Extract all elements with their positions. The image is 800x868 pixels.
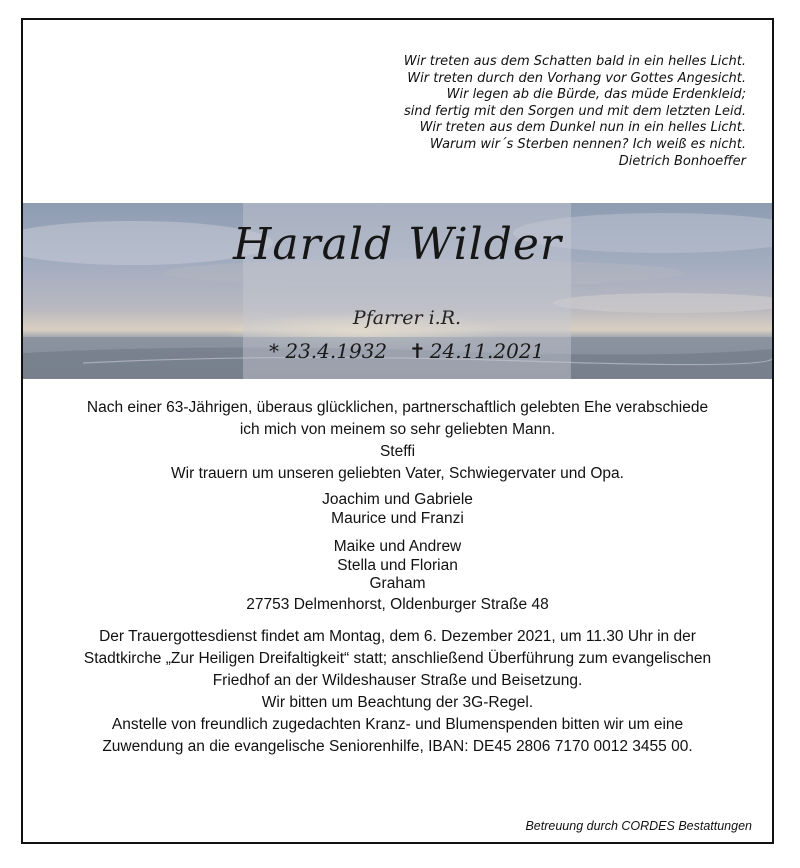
widow-text-line: ich mich von meinem so sehr geliebten Mann. xyxy=(239,421,556,438)
family-member: Maurice und Franzi xyxy=(331,509,464,527)
poem-author: Dietrich Bonhoeffer xyxy=(618,153,746,169)
donation-line: Zuwendung an die evangelische Seniorenhilfe, IBAN: DE45 2806 7170 0012 3455 00. xyxy=(102,737,693,755)
funeral-home-credit: Betreuung durch CORDES Bestattungen xyxy=(525,819,752,833)
widow-name: Steffi xyxy=(379,443,416,460)
death-date: 24.11.2021 xyxy=(429,339,545,363)
donation-info xyxy=(23,714,772,758)
deceased-name: Harald Wilder xyxy=(233,219,562,270)
service-line: Stadtkirche „Zur Heiligen Dreifaltigkeit“ statt; anschließend Überführung zum evangelischen xyxy=(83,649,712,667)
obituary-frame xyxy=(21,18,774,844)
widow-text-line: Nach einer 63-Jährigen, überaus glücklichen, partnerschaftlich gelebten Ehe verabschiede xyxy=(86,399,709,416)
family-group-2 xyxy=(23,538,772,594)
cross-icon: ✝ xyxy=(409,339,426,363)
family-member: Joachim und Gabriele xyxy=(322,491,473,508)
family-group-1 xyxy=(23,491,772,528)
family-member: Stella und Florian xyxy=(337,556,458,574)
notice-body xyxy=(23,397,772,758)
deceased-title: Pfarrer i.R. xyxy=(352,307,462,329)
poem-line: Wir treten aus dem Dunkel nun in ein helles Licht. xyxy=(419,120,746,136)
service-info xyxy=(23,626,772,692)
family-member: Maike und Andrew xyxy=(333,538,462,555)
sunset-banner xyxy=(23,203,772,379)
poem-line: Wir treten durch den Vorhang vor Gottes Angesicht. xyxy=(407,70,746,86)
poem-line: Wir legen ab die Bürde, das müde Erdenkleid; xyxy=(446,87,746,103)
poem-line: sind fertig mit den Sorgen und mit dem letzten Leid. xyxy=(404,103,746,119)
covid-notice: Wir bitten um Beachtung der 3G-Regel. xyxy=(261,693,534,711)
poem-line: Warum wir´s Sterben nennen? Ich weiß es nicht. xyxy=(429,136,746,152)
donation-line: Anstelle von freundlich zugedachten Kranz- und Blumenspenden bitten wir um eine xyxy=(111,715,684,733)
service-line: Der Trauergottesdienst findet am Montag, dem 6. Dezember 2021, um 11.30 Uhr in der xyxy=(99,627,696,645)
address: 27753 Delmenhorst, Oldenburger Straße 48 xyxy=(246,595,549,613)
mourning-line: Wir trauern um unseren geliebten Vater, Schwiegervater und Opa. xyxy=(171,465,624,482)
poem xyxy=(404,54,746,170)
poem-line: Wir treten aus dem Schatten bald in ein helles Licht. xyxy=(403,54,746,69)
birth-date: * 23.4.1932 xyxy=(269,339,388,363)
service-line: Friedhof an der Wildeshauser Straße und Beisetzung. xyxy=(212,671,583,689)
death-date-group xyxy=(409,339,544,363)
family-member: Graham xyxy=(369,575,426,592)
